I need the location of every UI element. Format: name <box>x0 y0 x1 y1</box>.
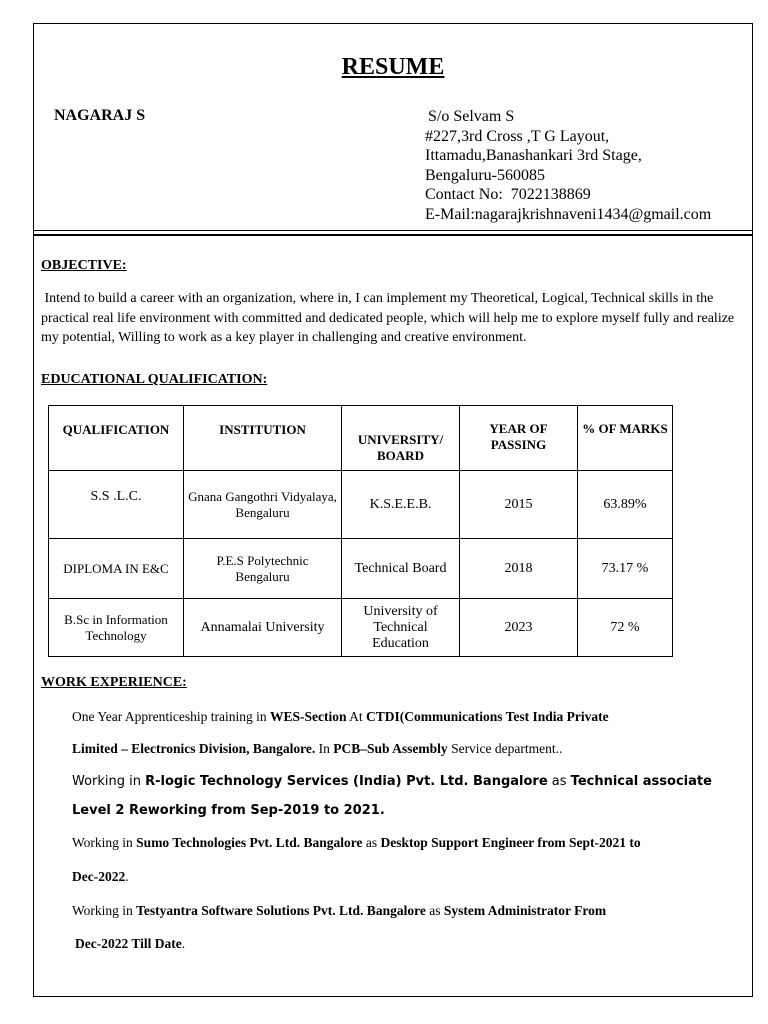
education-heading: EDUCATIONAL QUALIFICATION: <box>41 372 268 387</box>
column-header: QUALIFICATION <box>49 406 184 471</box>
experience-3-line-2: Dec-2022. <box>72 869 129 884</box>
experience-3-line-1: Working in Sumo Technologies Pvt. Ltd. Bangalore as Desktop Support Engineer from Sept-2021 to <box>72 835 641 850</box>
candidate-name: NAGARAJ S <box>54 107 146 124</box>
table-row <box>49 539 673 599</box>
table-cell: Technical Board <box>342 539 460 599</box>
contact-number: 7022138869 <box>510 186 591 203</box>
objective-heading: OBJECTIVE: <box>41 258 127 273</box>
table-row <box>49 599 673 657</box>
experience-2-line-1: Working in R-logic Technology Services (India) Pvt. Ltd. Bangalore as Technical associate <box>72 774 712 789</box>
table-cell: 73.17 % <box>578 539 673 599</box>
table-cell: Gnana Gangothri Vidyalaya, Bengaluru <box>184 471 342 539</box>
table-cell: S.S .L.C. <box>49 471 184 539</box>
experience-4-line-2: Dec-2022 Till Date. <box>75 936 186 951</box>
table-cell: K.S.E.E.B. <box>342 471 460 539</box>
table-cell: 2023 <box>460 599 578 657</box>
column-header: INSTITUTION <box>184 406 342 471</box>
email-line <box>425 205 711 225</box>
work-heading: WORK EXPERIENCE: <box>41 675 187 690</box>
table-cell: 2018 <box>460 539 578 599</box>
table-cell: B.Sc in Information Technology <box>49 599 184 657</box>
email-label: E-Mail: <box>425 205 475 223</box>
resume-page <box>33 23 753 997</box>
table-cell: Annamalai University <box>184 599 342 657</box>
objective-text <box>41 289 741 348</box>
header-divider-thick <box>34 234 752 236</box>
table-cell: P.E.S Polytechnic Bengaluru <box>184 539 342 599</box>
experience-2-line-2: Level 2 Reworking from Sep-2019 to 2021. <box>72 803 385 818</box>
resume-title: RESUME <box>341 54 445 80</box>
address-line-city: Bengaluru-560085 <box>425 166 545 184</box>
column-header: % OF MARKS <box>578 406 673 471</box>
address-line-parent: S/o Selvam S <box>428 108 515 125</box>
table-cell: 63.89% <box>578 471 673 539</box>
address-line-area: Ittamadu,Banashankari 3rd Stage, <box>425 147 642 164</box>
table-cell: 2015 <box>460 471 578 539</box>
address-block <box>425 107 711 224</box>
experience-1-line-2: Limited – Electronics Division, Bangalore. In PCB–Sub Assembly Service department.. <box>72 741 563 756</box>
table-header-row <box>49 406 673 471</box>
table-cell: DIPLOMA IN E&C <box>49 539 184 599</box>
column-header: UNIVERSITY/ BOARD <box>342 406 460 471</box>
contact-label: Contact No: <box>425 186 503 203</box>
email-address: nagarajkrishnaveni1434@gmail.com <box>474 205 712 223</box>
header-divider-thin <box>34 230 752 231</box>
table-row <box>49 471 673 539</box>
experience-4-line-1: Working in Testyantra Software Solutions Pvt. Ltd. Bangalore as System Administrator From <box>72 903 607 918</box>
education-table <box>48 405 673 657</box>
table-cell: University of Technical Education <box>342 599 460 657</box>
column-header: YEAR OF PASSING <box>460 406 578 471</box>
contact-line <box>425 185 711 205</box>
experience-1-line-1: One Year Apprenticeship training in WES-Section At CTDI(Communications Test India Private <box>72 709 609 724</box>
table-cell: 72 % <box>578 599 673 657</box>
objective-body: Intend to build a career with an organization, where in, I can implement my Theoretical, Logical, Technical skills in the practical real life environment with committed and dedicated people, which will help me to explore myself fully and realize my potential, Willing to work as a key player in challenging and creative environment. <box>41 291 735 346</box>
address-line-street: #227,3rd Cross ,T G Layout, <box>425 127 610 145</box>
